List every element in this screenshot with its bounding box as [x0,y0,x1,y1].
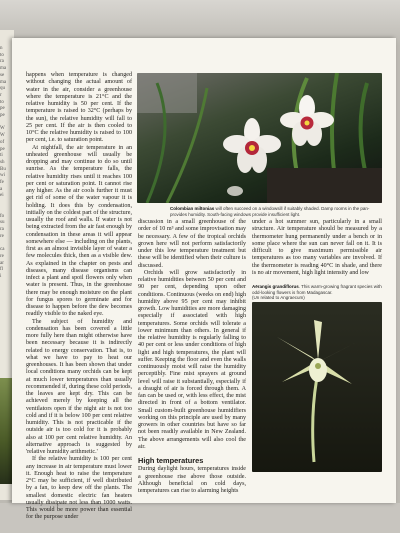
aerangis-photo [252,302,382,472]
caption-text: . This warm-growing fragrant species with odd-looking flowers is from Madagascar. [252,284,382,295]
miltonia-photo [137,73,382,203]
paragraph: under a hot summer sun, particularly in a small structure. Air temperature should be measured by a thermometer hung permanently under a bench or in some place where the sun can never fall on it. It is difficult to give maximum permissible air temperatures as too many variables are involved. If the thermometer is reading 40°C in shade, and there is no air movement, high light intensity and low [252,219,382,276]
text-column-1 [26,72,132,522]
text-column-2 [138,219,246,495]
paragraph: If the relative humidity is 100 per cent any increase in air temperature must lower it. Enough heat to raise the temperature 2°C may be sufficient, if well distributed by a fan, to keep dew off the plants. The smallest domestic electric fan heaters usually dissipate not less than 1000 watts. This would be more power than essential for the purpose under [26,456,132,521]
paragraph: At nightfall, the air temperature in an unheated greenhouse will usually be dropping and may continue to do so until sunrise. As the temperature falls, the relative humidity rises until it reaches 100 per cent or saturation point. It cannot rise any higher. As the air cools further it must get rid of some of the water vapour it is holding. It does this by condensation, initially on the coldest part of the structure, usually the roof and walls. If water is not being extracted from the air fast enough by condensation in these areas it will appear somewhere else — including on the plants, first as an almost invisible layer of water a few molecules thick, then as a visible dew. As explained in the chapter on pests and diseases, many disease organisms can infect a plant and spoil flowers only when water is present. Thus, in the greenhouse there may be enough moisture on the plant for fungus spores to germinate and for disease to happen before the dew becomes readily visible to the naked eye. [26,144,132,318]
caption-title: Colombian miltonias [170,206,215,211]
caption-note: (Un related to Angraecum) [252,295,305,301]
paragraph: Orchids will grow satisfactorily in relative humidities between 50 per cent and 90 per cent, depending upon other conditions. Continuous (weeks on end) high humidity above 95 per cent may inhibit growth. Low humidities are more damaging especially if associated with high temperatures. Some orchids will tolerate a lower minimum than others. In general if the relative humidity is regularly falling to 40 per cent or less under conditions of high light and high temperatures, the plant will suffer. Keeping the floor and even the walls continuously moist will raise the humidity perceptibly. Fine mist sprayers at ground level will raise it substantially, especially if a draught of air is forced through them. A fan can be used or, with less effect, the mist directed in front of a bottom ventilator. Small custom-built greenhouse humidifiers working on this principle are used by many growers in other countries but have so far not been readily available in New Zealand. The above arrangements will also cool the air. [138,269,246,450]
paragraph: happens when temperature is changed without changing the actual amount of water in the air, consider a greenhouse where the temperature is 21°C and the relative humidity is 50 per cent. If the temperature is raised to 32°C (perhaps by the sun), the relative humidity will fall to 25 per cent. If the air is then cooled to 10°C the relative humidity is raised to 100 per cent, i.e. to saturation point. [26,72,132,144]
text-column-3 [252,219,382,277]
miltonia-caption [170,206,382,217]
caption-text: will often succeed on a windowsill if suitably shaded. Damp rooms in the pan-provides humidity. South-facing windows provide insufficient light. [170,206,370,217]
paragraph: The subject of humidity and condensation has been covered a little more fully here than might otherwise have been necessary because it is indirectly related to energy conservation. That is, to what we have to pay to heat our greenhouses. It has been shown that under local conditions many orchids can be kept at much lower temperatures than usually recommended if, during these cold periods, the leaves are kept dry. This can be achieved merely by keeping all the ventilators open if the night air is not too cold and if it is below 100 per cent relative humidity. This is not practicable if the outside air is too cold for it is probably also at 100 per cent relative humidity. An alternative approach is suggested by 'relative humidity arithmetic.' [26,318,132,455]
paragraph: During daylight hours, temperatures inside a greenhouse rise above those outside. Although beneficial on cold days, temperatures can rise to alarming heights [138,466,246,494]
caption-title: Aërangis grandiflorus [252,284,299,289]
paragraph: discussion in a small greenhouse of the order of 10 m³ and some improvisation may be necessary. A few of the tropical orchids grown here will not perform satisfactorily under this low temperature treatment but these will be identified when their culture is discussed. [138,219,246,269]
section-heading: High temperatures [138,456,204,465]
aerangis-caption [252,284,382,301]
left-page-text: n to ra ma se ma qu r to pe pe W W of pe ti sh Bu wi fe a ei fo su ra re ca re ar fl i [0,46,7,279]
